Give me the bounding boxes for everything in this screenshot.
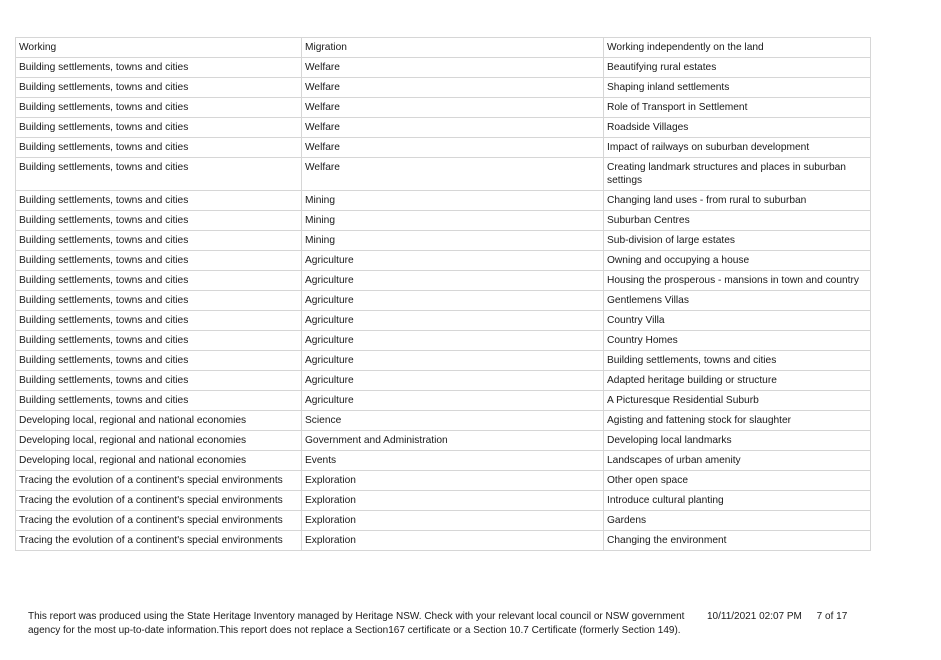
- theme-cell: Developing local, regional and national economies: [16, 451, 302, 471]
- subtheme-cell: Welfare: [302, 58, 604, 78]
- table-row: [16, 118, 871, 138]
- local-theme-cell: Adapted heritage building or structure: [604, 371, 871, 391]
- subtheme-cell: Agriculture: [302, 251, 604, 271]
- local-theme-cell: Gardens: [604, 511, 871, 531]
- table-row: [16, 251, 871, 271]
- table-body: [16, 38, 871, 551]
- table-row: [16, 138, 871, 158]
- local-theme-cell: Roadside Villages: [604, 118, 871, 138]
- subtheme-cell: Agriculture: [302, 271, 604, 291]
- local-theme-cell: Developing local landmarks: [604, 431, 871, 451]
- local-theme-cell: Country Homes: [604, 331, 871, 351]
- table-row: [16, 158, 871, 191]
- table-row: [16, 211, 871, 231]
- theme-cell: Building settlements, towns and cities: [16, 271, 302, 291]
- local-theme-cell: Changing the environment: [604, 531, 871, 551]
- table-row: [16, 511, 871, 531]
- local-theme-cell: Housing the prosperous - mansions in town and country: [604, 271, 871, 291]
- local-theme-cell: Country Villa: [604, 311, 871, 331]
- theme-cell: Developing local, regional and national economies: [16, 411, 302, 431]
- local-theme-cell: Landscapes of urban amenity: [604, 451, 871, 471]
- table-row: [16, 291, 871, 311]
- table-row: [16, 431, 871, 451]
- local-theme-cell: Working independently on the land: [604, 38, 871, 58]
- theme-cell: Building settlements, towns and cities: [16, 311, 302, 331]
- subtheme-cell: Mining: [302, 211, 604, 231]
- local-theme-cell: Suburban Centres: [604, 211, 871, 231]
- table-row: [16, 451, 871, 471]
- subtheme-cell: Events: [302, 451, 604, 471]
- table-row: [16, 391, 871, 411]
- local-theme-cell: Other open space: [604, 471, 871, 491]
- report-timestamp: 10/11/2021 02:07 PM: [707, 611, 802, 622]
- local-theme-cell: Impact of railways on suburban development: [604, 138, 871, 158]
- subtheme-cell: Exploration: [302, 491, 604, 511]
- theme-cell: Building settlements, towns and cities: [16, 351, 302, 371]
- subtheme-cell: Agriculture: [302, 351, 604, 371]
- local-theme-cell: Creating landmark structures and places in suburban settings: [604, 158, 871, 191]
- local-theme-cell: Role of Transport in Settlement: [604, 98, 871, 118]
- table-row: [16, 231, 871, 251]
- theme-cell: Building settlements, towns and cities: [16, 138, 302, 158]
- footer-disclaimer: This report was produced using the State Heritage Inventory managed by Heritage NSW. Check with your relevant local council or NSW government agency for the most up-to-date information.This report does not replace a Section167 certificate or a Section 10.7 Certificate (formerly Section 149).: [28, 611, 685, 636]
- local-theme-cell: Owning and occupying a house: [604, 251, 871, 271]
- local-theme-cell: Shaping inland settlements: [604, 78, 871, 98]
- subtheme-cell: Government and Administration: [302, 431, 604, 451]
- local-theme-cell: Introduce cultural planting: [604, 491, 871, 511]
- table-row: [16, 491, 871, 511]
- theme-cell: Building settlements, towns and cities: [16, 158, 302, 191]
- table-row: [16, 331, 871, 351]
- local-theme-cell: Agisting and fattening stock for slaughter: [604, 411, 871, 431]
- subtheme-cell: Agriculture: [302, 371, 604, 391]
- subtheme-cell: Welfare: [302, 98, 604, 118]
- subtheme-cell: Welfare: [302, 138, 604, 158]
- table-row: [16, 191, 871, 211]
- table-row: [16, 531, 871, 551]
- theme-cell: Building settlements, towns and cities: [16, 371, 302, 391]
- theme-cell: Tracing the evolution of a continent's special environments: [16, 471, 302, 491]
- table-row: [16, 351, 871, 371]
- table-row: [16, 38, 871, 58]
- subtheme-cell: Exploration: [302, 471, 604, 491]
- local-theme-cell: Gentlemens Villas: [604, 291, 871, 311]
- subtheme-cell: Agriculture: [302, 331, 604, 351]
- subtheme-cell: Agriculture: [302, 391, 604, 411]
- subtheme-cell: Science: [302, 411, 604, 431]
- table-row: [16, 311, 871, 331]
- local-theme-cell: A Picturesque Residential Suburb: [604, 391, 871, 411]
- theme-cell: Building settlements, towns and cities: [16, 211, 302, 231]
- subtheme-cell: Agriculture: [302, 291, 604, 311]
- theme-cell: Building settlements, towns and cities: [16, 291, 302, 311]
- table-row: [16, 78, 871, 98]
- footer-meta: [707, 610, 847, 624]
- table-row: [16, 411, 871, 431]
- table-row: [16, 98, 871, 118]
- theme-cell: Tracing the evolution of a continent's special environments: [16, 511, 302, 531]
- theme-cell: Working: [16, 38, 302, 58]
- theme-cell: Building settlements, towns and cities: [16, 331, 302, 351]
- theme-cell: Building settlements, towns and cities: [16, 118, 302, 138]
- theme-cell: Building settlements, towns and cities: [16, 78, 302, 98]
- subtheme-cell: Mining: [302, 231, 604, 251]
- theme-cell: Building settlements, towns and cities: [16, 391, 302, 411]
- page-number: 7 of 17: [816, 611, 848, 622]
- table-row: [16, 271, 871, 291]
- local-theme-cell: Changing land uses - from rural to suburban: [604, 191, 871, 211]
- theme-cell: Building settlements, towns and cities: [16, 191, 302, 211]
- theme-cell: Building settlements, towns and cities: [16, 58, 302, 78]
- table-row: [16, 58, 871, 78]
- theme-cell: Tracing the evolution of a continent's special environments: [16, 531, 302, 551]
- subtheme-cell: Mining: [302, 191, 604, 211]
- subtheme-cell: Exploration: [302, 531, 604, 551]
- local-theme-cell: Sub-division of large estates: [604, 231, 871, 251]
- subtheme-cell: Welfare: [302, 158, 604, 191]
- subtheme-cell: Exploration: [302, 511, 604, 531]
- subtheme-cell: Welfare: [302, 78, 604, 98]
- heritage-themes-table: [15, 37, 871, 551]
- theme-cell: Tracing the evolution of a continent's special environments: [16, 491, 302, 511]
- subtheme-cell: Welfare: [302, 118, 604, 138]
- local-theme-cell: Building settlements, towns and cities: [604, 351, 871, 371]
- theme-cell: Developing local, regional and national economies: [16, 431, 302, 451]
- theme-cell: Building settlements, towns and cities: [16, 98, 302, 118]
- local-theme-cell: Beautifying rural estates: [604, 58, 871, 78]
- subtheme-cell: Agriculture: [302, 311, 604, 331]
- subtheme-cell: Migration: [302, 38, 604, 58]
- theme-cell: Building settlements, towns and cities: [16, 231, 302, 251]
- table-row: [16, 371, 871, 391]
- table-row: [16, 471, 871, 491]
- theme-cell: Building settlements, towns and cities: [16, 251, 302, 271]
